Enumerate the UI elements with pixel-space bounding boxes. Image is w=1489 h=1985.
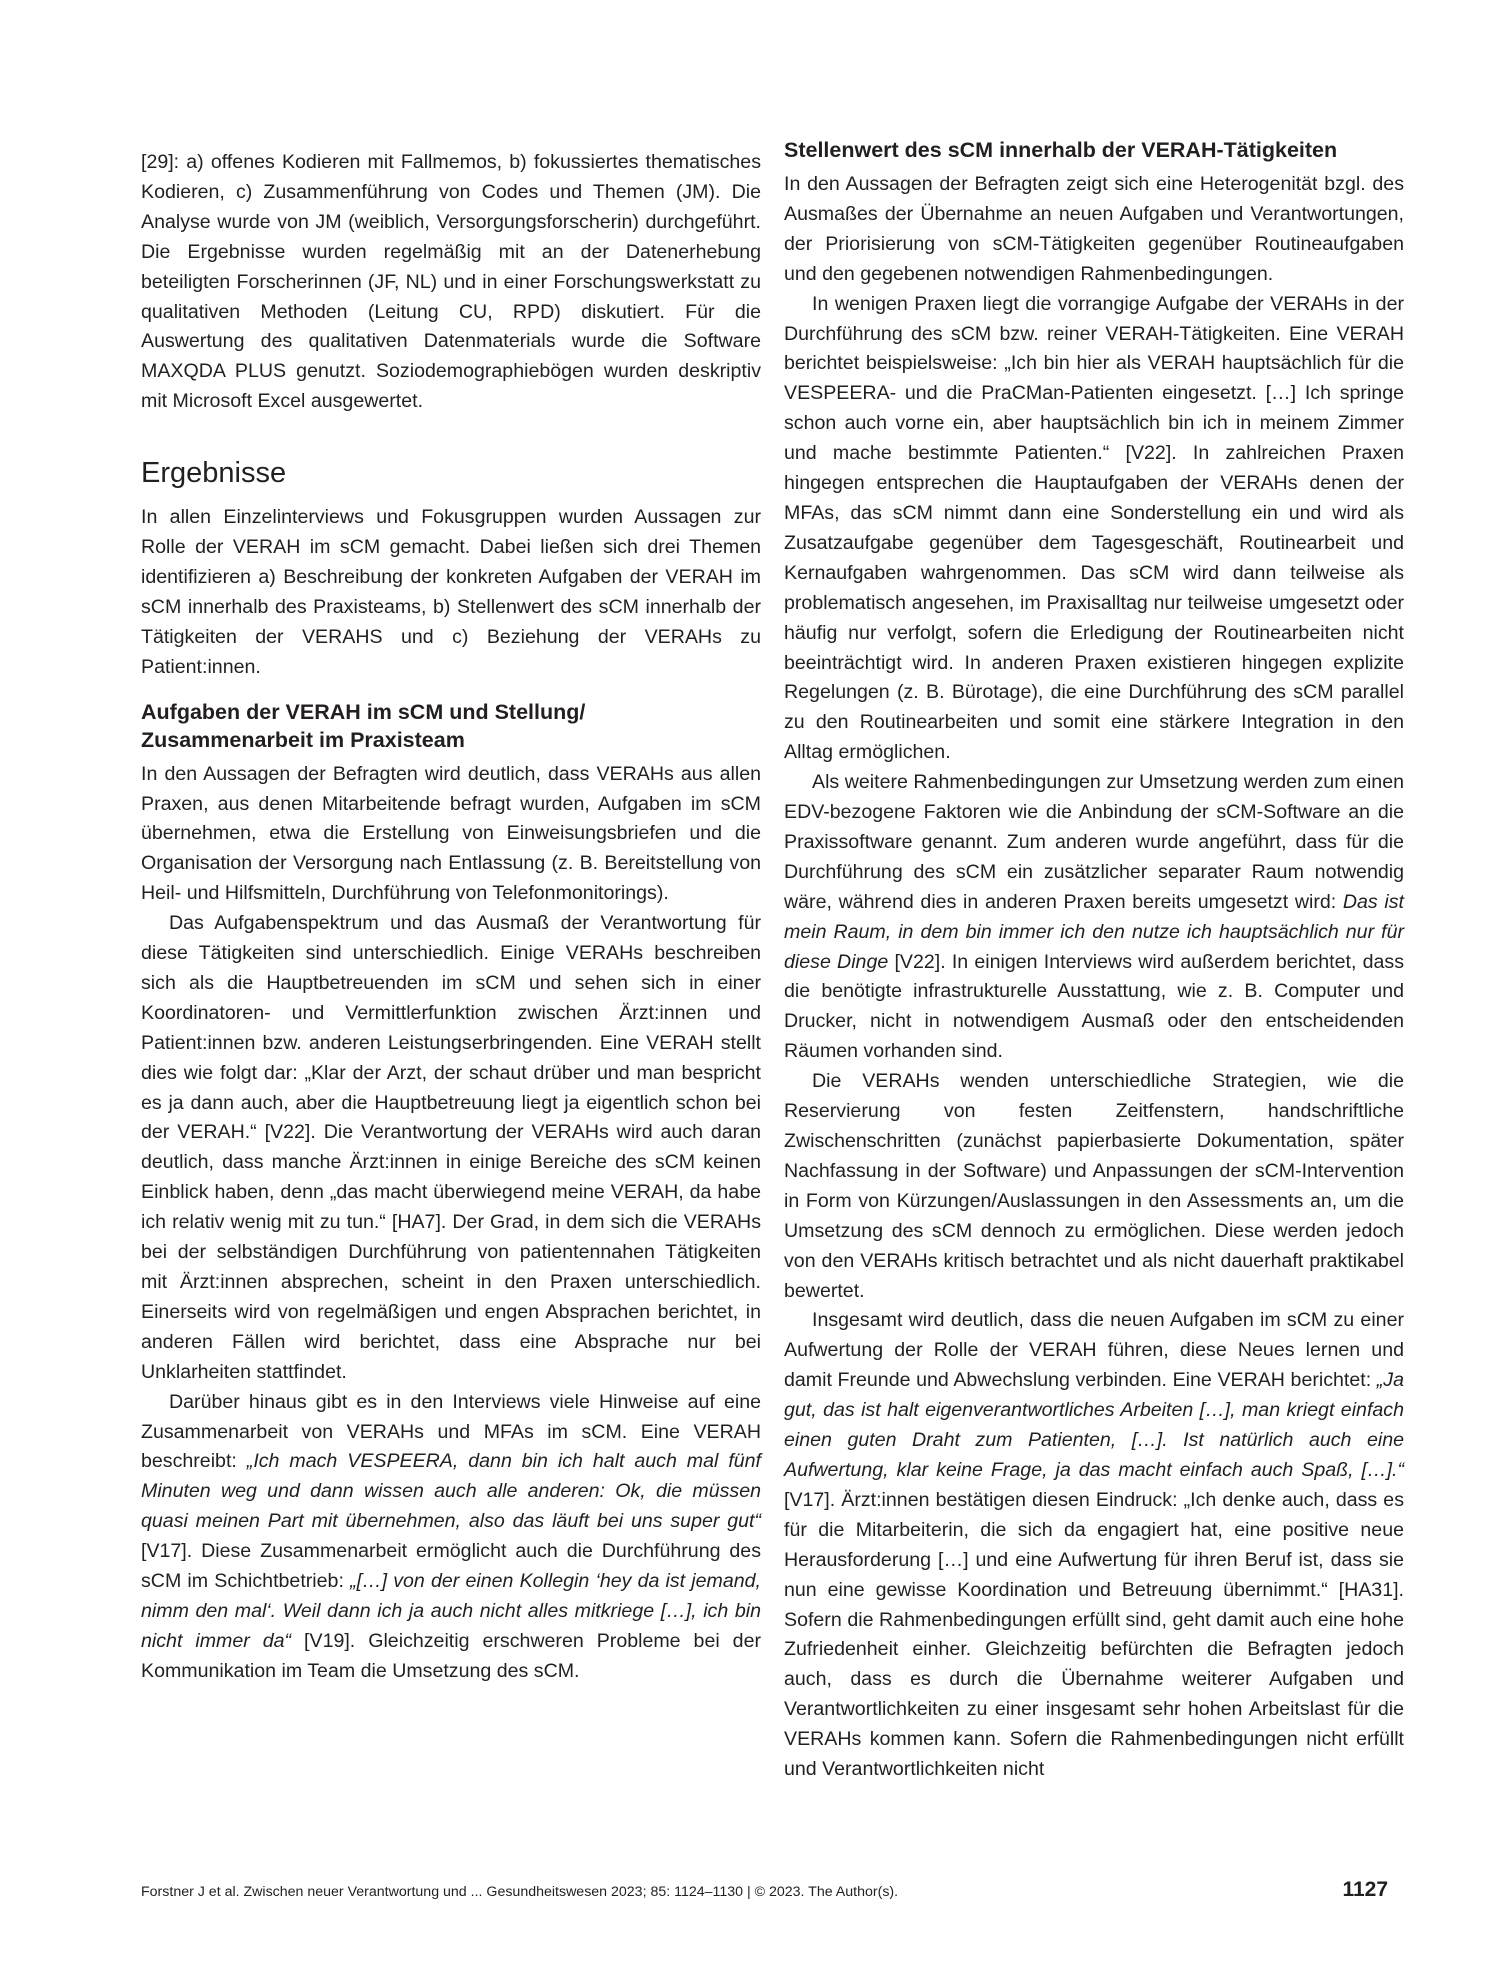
section-heading-results: Ergebnisse: [141, 457, 287, 490]
paragraph-value-3: [784, 768, 1404, 1067]
paragraph-value-5: [784, 1306, 1404, 1785]
footer-citation: Forstner J et al. Zwischen neuer Verantwortung und ... Gesundheitswesen 2023; 85: 1124–1130 | © 2023. The Author(s).: [141, 1884, 899, 1900]
paragraph-value-4: Die VERAHs wenden unterschiedliche Strategien, wie die Reservierung von festen Zeitfenstern, handschriftliche Zwischenschritten (zunächst papierbasierte Dokumentation, später Nachfassung in der Software) und Anpassungen der sCM-Intervention in Form von Kürzungen/Auslassungen in den Assessments an, um die Umsetzung des sCM dennoch zu ermöglichen. Diese werden jedoch von den VERAHs kritisch betrachtet und als nicht dauerhaft praktikabel bewertet.: [784, 1070, 1404, 1302]
text-run: Insgesamt wird deutlich, dass die neuen Aufgaben im sCM zu einer Aufwertung der Rolle der VERAH führen, diese Neues lernen und damit Freunde und Abwechslung verbinden. Eine VERAH berichtet:: [784, 1309, 1404, 1392]
page-number: 1127: [1342, 1878, 1388, 1901]
paragraph-tasks-3: [141, 1388, 761, 1687]
paragraph-results-intro: In allen Einzelinterviews und Fokusgruppen wurden Aussagen zur Rolle der VERAH im sCM gemacht. Dabei ließen sich drei Themen identifizieren a) Beschreibung der konkreten Aufgaben der VERAH im sCM innerhalb des Praxisteams, b) Stellenwert des sCM innerhalb der Tätigkeiten der VERAHS und c) Beziehung der VERAHs zu Patient:innen.: [141, 506, 761, 678]
subheading-tasks: Aufgaben der VERAH im sCM und Stellung/ Zusammenarbeit im Praxisteam: [141, 699, 586, 752]
page-footer: [141, 1878, 1388, 1912]
paragraph-tasks-2: Das Aufgabenspektrum und das Ausmaß der Verantwortung für diese Tätigkeiten sind unterschiedlich. Einige VERAHs beschreiben sich als die Hauptbetreuenden im sCM und sehen sich in einer Koordinatoren- und Vermittlerfunktion zwischen Ärzt:innen und Patient:innen bzw. anderen Leistungserbringenden. Eine VERAH stellt dies wie folgt dar: „Klar der Arzt, der schaut drüber und man bespricht es ja dann auch, aber die Hauptbetreuung liegt ja eigentlich schon bei der VERAH.“ [V22]. Die Verantwortung der VERAHs wird auch daran deutlich, dass manche Ärzt:innen in einige Bereiche des sCM keinen Einblick haben, denn „das macht überwiegend meine VERAH, da habe ich relativ wenig mit zu tun.“ [HA7]. Der Grad, in dem sich die VERAHs bei der selbständigen Durchführung von patientennahen Tätigkeiten mit Ärzt:innen absprechen, scheint in den Praxen unterschiedlich. Einerseits wird von regelmäßigen und engen Absprachen berichtet, in anderen Fällen wird berichtet, dass eine Absprache nur bei Unklarheiten stattfindet.: [141, 912, 761, 1383]
paragraph-tasks-1: In den Aussagen der Befragten wird deutlich, dass VERAHs aus allen Praxen, aus denen Mitarbeitende befragt wurden, Aufgaben im sCM übernehmen, etwa die Erstellung von Einweisungsbriefen und die Organisation der Versorgung nach Entlassung (z. B. Bereitstellung von Heil- und Hilfsmitteln, Durchführung von Telefonmonitorings).: [141, 762, 761, 905]
text-run: [V19]. Gleichzeitig erschweren Probleme bei der Kommunikation im Team die Umsetzung des sCM.: [141, 1629, 761, 1682]
text-run: Darüber hinaus gibt es in den Interviews viele Hinweise auf eine Zusammenarbeit von VERAHs und MFAs im sCM. Eine VERAH beschreibt:: [141, 1390, 761, 1473]
subheading-value: Stellenwert des sCM innerhalb der VERAH-Tätigkeiten: [784, 138, 1338, 162]
quote-v17-b: „Ja gut, das ist halt eigenverantwortliches Arbeiten […], man kriegt einfach einen guten Draht zum Patienten, […]. Ist natürlich auch eine Aufwertung, klar keine Frage, ja das macht einfach auch Spaß, […].“: [784, 1369, 1404, 1481]
quote-v19: „[…] von der einen Kollegin ‘hey da ist jemand, nimm den mal‘. Weil dann ich ja auch nicht alles mitkriege […], ich bin nicht immer da“: [141, 1570, 761, 1652]
text-run: [V17]. Ärzt:innen bestätigen diesen Eindruck: „Ich denke auch, dass es für die Mitarbeiterin, die sich da engagiert hat, eine positive neue Herausforderung […] und eine Aufwertung für ihren Beruf ist, dass sie nun eine gewisse Koordination und Betreuung übernimmt.“ [HA31]. Sofern die Rahmenbedingungen erfüllt sind, geht damit auch eine hohe Zufriedenheit einher. Gleichzeitig befürchten die Befragten jedoch auch, dass es durch die Übernahme weiterer Aufgaben und Verantwortlichkeiten zu einer insgesamt sehr hohen Arbeitslast für die VERAHs kommen kann. Sofern die Rahmenbedingungen nicht erfüllt und Verantwortlichkeiten nicht: [784, 1488, 1404, 1781]
text-run: [V22]. In einigen Interviews wird außerdem berichtet, dass die benötigte infrastrukturelle Ausstattung, wie z. B. Computer und Drucker, nicht in notwendigem Ausmaß oder den entscheidenden Räumen vorhanden sind.: [784, 950, 1405, 1063]
text-run: [V17]. Diese Zusammenarbeit ermöglicht auch die Durchführung des sCM im Schichtbetrieb:: [141, 1540, 761, 1593]
paragraph-value-2: In wenigen Praxen liegt die vorrangige Aufgabe der VERAHs in der Durchführung des sCM bzw. reiner VERAH-Tätigkeiten. Eine VERAH berichtet beispielsweise: „Ich bin hier als VERAH hauptsächlich für die VESPEERA- und die PraCMan-Patienten eingesetzt. […] Ich springe schon auch vorne ein, aber hauptsächlich bin ich in meinem Zimmer und mache bestimmte Patienten.“ [V22]. In zahlreichen Praxen hingegen entsprechen die Hauptaufgaben der VERAHs denen der MFAs, das sCM nimmt dann eine Sonderstellung ein und wird als Zusatzaufgabe gegenüber dem Tagesgeschäft, Routinearbeit und Kernaufgaben wahrgenommen. Das sCM wird dann teilweise als problematisch angesehen, im Praxisalltag nur teilweise umgesetzt oder häufig nur verfolgt, sofern die Erledigung der Routinearbeiten nicht beeinträchtigt wird. In anderen Praxen existieren hingegen explizite Regelungen (z. B. Bürotage), die eine Durchführung des sCM parallel zu den Routinearbeiten und somit eine stärkere Integration in den Alltag ermöglichen.: [784, 292, 1404, 764]
right-column: [784, 136, 1404, 1785]
left-column: [141, 148, 761, 1687]
paragraph-methods-continuation: [29]: a) offenes Kodieren mit Fallmemos, b) fokussiertes thematisches Kodieren, c) Zusammenführung von Codes und Themen (JM). Die Analyse wurde von JM (weiblich, Versorgungsforscherin) durchgeführt. Die Ergebnisse wurden regelmäßig mit an der Datenerhebung beteiligten Forscherinnen (JF, NL) und in einer Forschungswerkstatt zu qualitativen Methoden (Leitung CU, RPD) diskutiert. Für die Auswertung des qualitativen Datenmaterials wurde die Software MAXQDA PLUS genutzt. Soziodemographiebögen wurden deskriptiv mit Microsoft Excel ausgewertet.: [141, 151, 761, 413]
text-run: Als weitere Rahmenbedingungen zur Umsetzung werden zum einen EDV-bezogene Faktoren wie die Anbindung der sCM-Software an die Praxissoftware genannt. Zum anderen wurde angeführt, dass für die Durchführung des sCM ein zusätzlicher separater Raum notwendig wäre, während dies in anderen Praxen bereits umgesetzt wird:: [784, 771, 1404, 913]
quote-v22: Das ist mein Raum, in dem bin immer ich den nutze ich hauptsächlich nur für diese Dinge: [784, 890, 1404, 973]
paragraph-value-1: In den Aussagen der Befragten zeigt sich eine Heterogenität bzgl. des Ausmaßes der Übernahme an neuen Aufgaben und Verantwortungen, der Priorisierung von sCM-Tätigkeiten gegenüber Routineaufgaben und den gegebenen notwendigen Rahmenbedingungen.: [784, 173, 1404, 285]
quote-v17: „Ich mach VESPEERA, dann bin ich halt auch mal fünf Minuten weg und dann wissen auch alle anderen: Ok, die müssen quasi meinen Part mit übernehmen, also das läuft bei uns super gut“: [141, 1450, 762, 1533]
